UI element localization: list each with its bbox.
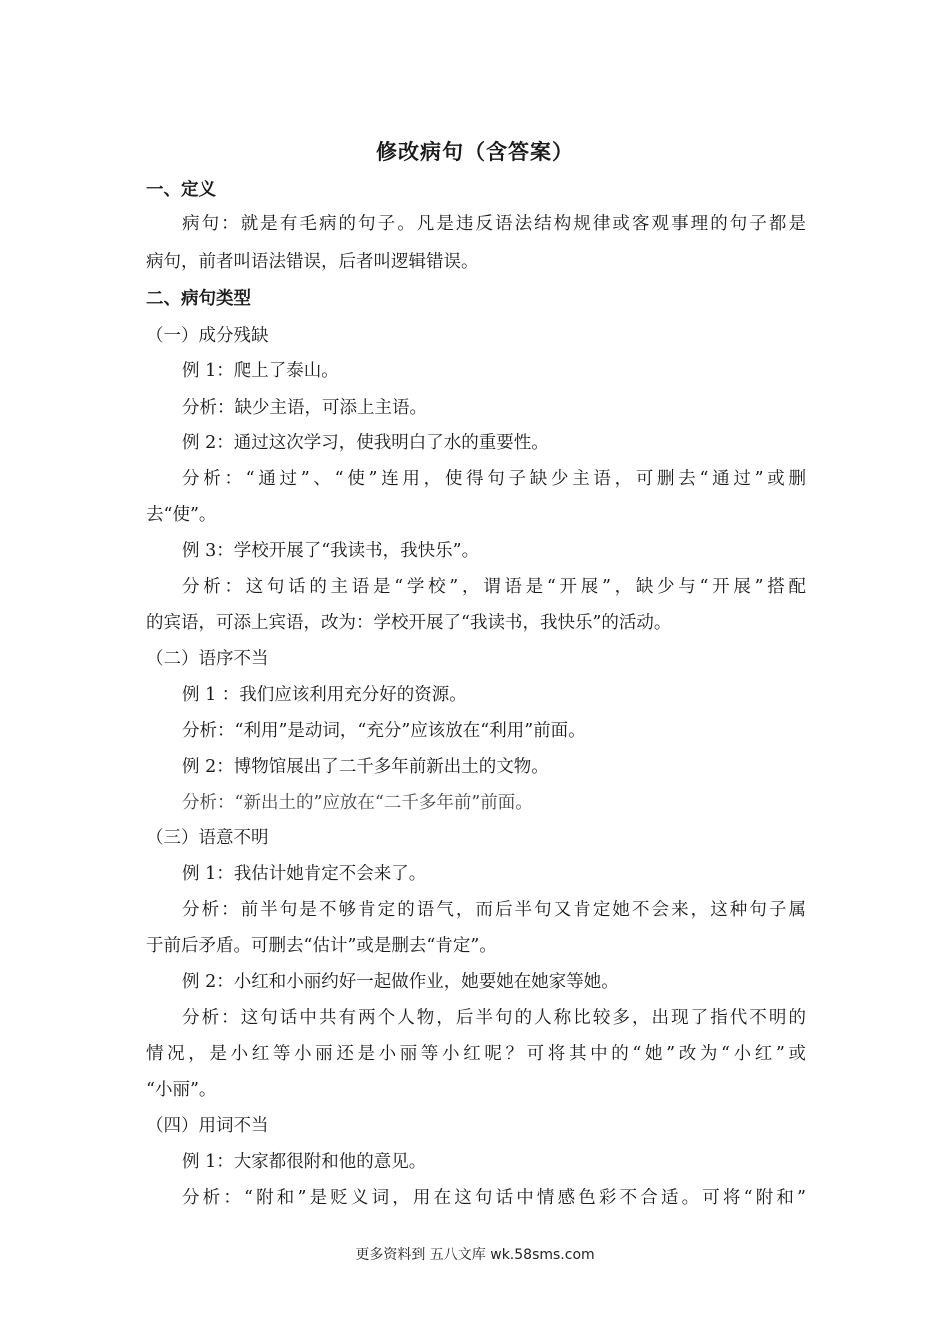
text-line: 病句：就是有毛病的句子。凡是违反语法结构规律或客观事理的句子都是: [182, 214, 806, 234]
text-line: 例 2：博物馆展出了二千多年前新出土的文物。: [182, 757, 549, 777]
text-line: 例 1：大家都很附和他的意见。: [182, 1152, 427, 1172]
text-line: 去“使”。: [146, 505, 217, 525]
text-line: “小丽”。: [146, 1080, 217, 1100]
text-line: 例 2：小红和小丽约好一起做作业，她要她在她家等她。: [182, 972, 619, 992]
text-line: 分析：这句话中共有两个人物，后半句的人称比较多，出现了指代不明的: [182, 1008, 806, 1028]
text-line: 分析：缺少主语，可添上主语。: [182, 398, 427, 418]
text-line: 例 1：我估计她肯定不会来了。: [182, 864, 427, 884]
text-line: 分析：“利用”是动词，“充分”应该放在“利用”前面。: [182, 721, 586, 741]
footer-watermark: 更多资料到 五八文库 wk.58sms.com: [355, 1247, 595, 1263]
text-line: 例 1：爬上了泰山。: [182, 361, 339, 381]
text-line: 例 2：通过这次学习，使我明白了水的重要性。: [182, 433, 549, 453]
page-title: 修改病句（含答案）: [376, 140, 574, 164]
text-line: 分析：“新出土的”应放在“二千多年前”前面。: [182, 793, 533, 813]
text-line: 二、病句类型: [146, 289, 251, 309]
text-line: 病句，前者叫语法错误，后者叫逻辑错误。: [146, 252, 479, 272]
text-line: 于前后矛盾。可删去“估计”或是删去“肯定”。: [146, 936, 497, 956]
text-line: 分析：这句话的主语是“学校”，谓语是“开展”，缺少与“开展”搭配: [182, 577, 806, 597]
text-line: 分析：前半句是不够肯定的语气，而后半句又肯定她不会来，这种句子属: [182, 900, 806, 920]
text-line: 分析：“通过”、“使”连用，使得句子缺少主语，可删去“通过”或删: [182, 469, 806, 489]
text-line: 例 3：学校开展了“我读书，我快乐”。: [182, 541, 480, 561]
text-line: 一、定义: [146, 180, 216, 200]
text-line: 的宾语，可添上宾语，改为：学校开展了“我读书，我快乐”的活动。: [146, 613, 672, 633]
text-line: （三）语意不明: [146, 828, 269, 848]
text-line: 例 1 ：我们应该利用充分好的资源。: [182, 685, 467, 705]
text-line: （一）成分残缺: [146, 326, 269, 346]
text-line: （二）语序不当: [146, 649, 269, 669]
text-line: （四）用词不当: [146, 1116, 269, 1136]
text-line: 情况，是小红等小丽还是小丽等小红呢？可将其中的“她”改为“小红”或: [146, 1044, 806, 1064]
text-line: 分析：“附和”是贬义词，用在这句话中情感色彩不合适。可将“附和”: [182, 1188, 806, 1208]
